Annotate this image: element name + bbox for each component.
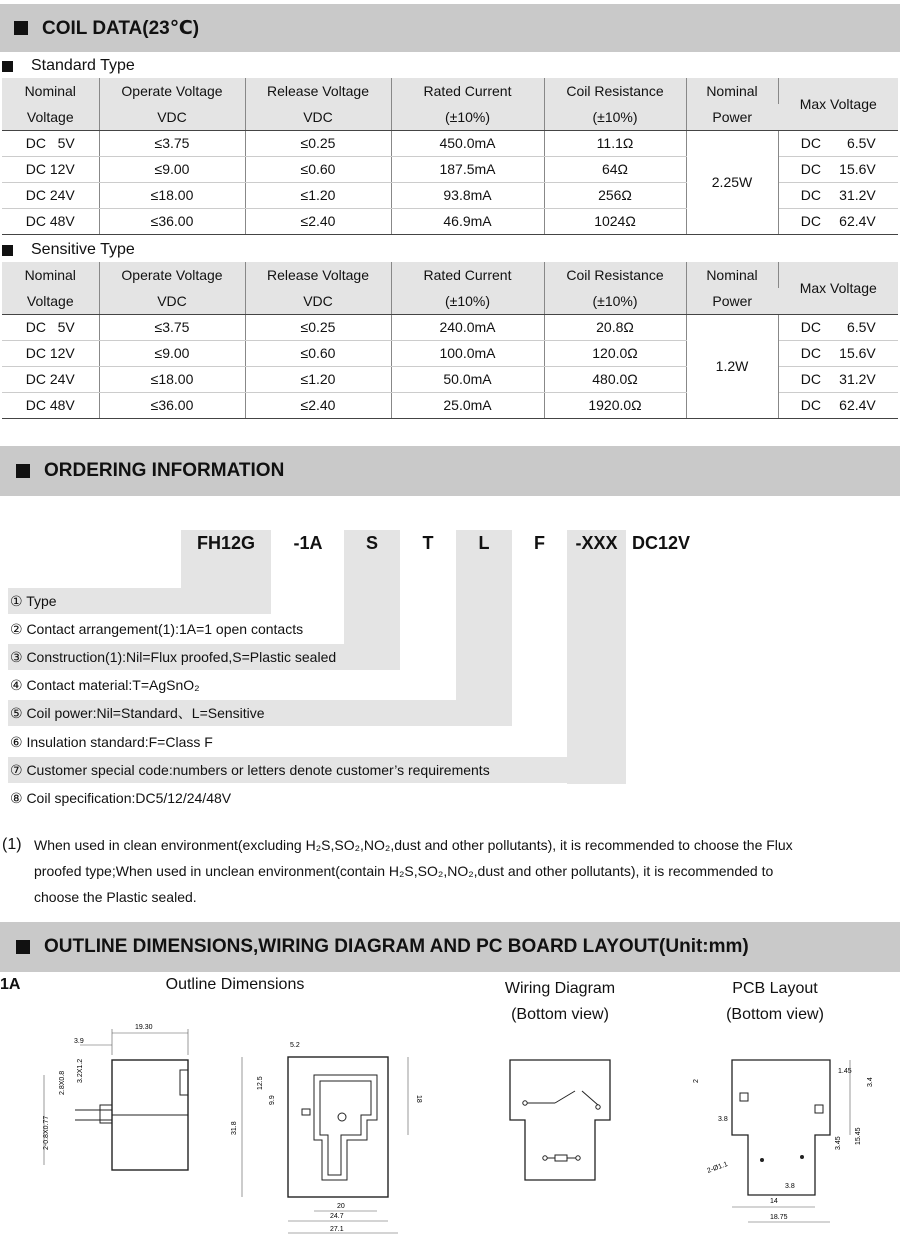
table-cell: ≤0.60	[245, 340, 391, 366]
table-cell: ≤1.20	[245, 182, 391, 208]
table-cell: 100.0mA	[391, 340, 544, 366]
code-segment: F	[534, 533, 545, 553]
header-cell: (±10%)	[544, 288, 686, 314]
table-header-row	[2, 78, 898, 104]
svg-text:27.1: 27.1	[330, 1226, 344, 1233]
header-cell: (±10%)	[391, 288, 544, 314]
svg-text:3.9: 3.9	[74, 1038, 84, 1045]
coil-data-title: COIL DATA(23℃)	[42, 17, 200, 39]
table-header-row	[2, 104, 898, 130]
note-line: proofed type;When used in unclean environment(contain H₂S,SO₂,NO₂,dust and other pollutants), it is recommended to	[34, 863, 774, 879]
note-line: When used in clean environment(excluding H₂S,SO₂,NO₂,dust and other pollutants), it is recommended to choose the Flux	[34, 837, 793, 853]
table-cell: 46.9mA	[391, 208, 544, 234]
code-column-shade	[567, 530, 626, 784]
bullet-square-icon	[16, 940, 30, 954]
table-cell: 120.0Ω	[544, 340, 686, 366]
table-cell: ≤0.60	[245, 156, 391, 182]
ordering-item: ⑧ Coil specification:DC5/12/24/48V	[10, 790, 232, 806]
bullet-square-icon	[2, 61, 13, 72]
header-cell: VDC	[99, 104, 245, 130]
header-cell: (±10%)	[391, 104, 544, 130]
ordering-item: ⑦ Customer special code:numbers or letters denote customer’s requirements	[10, 762, 490, 778]
code-segment: S	[365, 533, 378, 553]
header-cell: VDC	[245, 104, 391, 130]
table-cell: DC 15.6V	[778, 340, 898, 366]
header-cell: (±10%)	[544, 104, 686, 130]
table-cell: ≤2.40	[245, 392, 391, 418]
standard-coil-table	[2, 78, 898, 235]
header-cell: Coil Resistance	[544, 262, 686, 288]
table-header-row	[2, 288, 898, 314]
table-cell: ≤1.20	[245, 366, 391, 392]
ordering-item: ⑤ Coil power:Nil=Standard、L=Sensitive	[10, 705, 265, 721]
header-cell: Power	[686, 288, 778, 314]
header-cell: Nominal	[2, 78, 99, 104]
svg-text:19.30: 19.30	[135, 1024, 153, 1031]
table-cell: 480.0Ω	[544, 366, 686, 392]
table-cell: 25.0mA	[391, 392, 544, 418]
svg-text:9.9: 9.9	[269, 1095, 276, 1105]
table-cell: ≤9.00	[99, 156, 245, 182]
table-cell: ≤3.75	[99, 314, 245, 340]
header-cell: Coil Resistance	[544, 78, 686, 104]
svg-text:3.8: 3.8	[718, 1116, 728, 1123]
note-marker: (1)	[2, 836, 22, 853]
table-cell: 93.8mA	[391, 182, 544, 208]
side-view-drawing	[30, 1015, 200, 1185]
code-column-shade	[456, 530, 512, 726]
header-cell: Rated Current	[391, 262, 544, 288]
wiring-diagram	[500, 1055, 620, 1185]
svg-text:1.45: 1.45	[838, 1068, 852, 1075]
header-cell: Nominal	[686, 78, 778, 104]
svg-text:18.75: 18.75	[770, 1214, 788, 1221]
table-cell: DC 62.4V	[778, 392, 898, 418]
svg-text:24.7: 24.7	[330, 1213, 344, 1220]
header-cell: Max Voltage	[778, 262, 898, 314]
svg-text:2.8X0.8: 2.8X0.8	[59, 1070, 66, 1095]
pcb-layout-drawing	[690, 1045, 890, 1230]
table-cell: ≤0.25	[245, 314, 391, 340]
bottom-view-drawing	[222, 1035, 432, 1235]
code-segment: L	[478, 533, 490, 553]
outline-title: OUTLINE DIMENSIONS,WIRING DIAGRAM AND PC BOARD LAYOUT(Unit:mm)	[44, 936, 749, 957]
table-cell: DC 62.4V	[778, 208, 898, 234]
table-cell: ≤3.75	[99, 130, 245, 156]
svg-text:2-Ø1.1: 2-Ø1.1	[706, 1160, 729, 1175]
header-cell: Voltage	[2, 288, 99, 314]
ordering-title: ORDERING INFORMATION	[44, 460, 285, 481]
table-cell: ≤2.40	[245, 208, 391, 234]
svg-text:18: 18	[415, 1095, 422, 1103]
table-row	[2, 130, 898, 156]
table-cell: 20.8Ω	[544, 314, 686, 340]
table-cell: DC 48V	[2, 392, 99, 418]
bullet-square-icon	[2, 245, 13, 256]
table-cell: ≤9.00	[99, 340, 245, 366]
table-cell: DC 48V	[2, 208, 99, 234]
table-cell: DC 6.5V	[778, 130, 898, 156]
code-segment: -XXX	[575, 533, 618, 553]
ordering-item: ① Type	[10, 593, 57, 609]
table-cell: DC 12V	[2, 340, 99, 366]
table-cell: 450.0mA	[391, 130, 544, 156]
nominal-power-cell: 2.25W	[686, 130, 778, 234]
table-row	[2, 314, 898, 340]
header-cell: Power	[686, 104, 778, 130]
svg-text:15.45: 15.45	[855, 1127, 862, 1145]
svg-text:20: 20	[337, 1203, 345, 1210]
svg-text:3.8: 3.8	[785, 1183, 795, 1190]
header-cell: Release Voltage	[245, 262, 391, 288]
svg-text:2-0.8X0.77: 2-0.8X0.77	[43, 1115, 50, 1150]
svg-text:5.2: 5.2	[290, 1042, 300, 1049]
table-cell: DC 31.2V	[778, 366, 898, 392]
ordering-item: ② Contact arrangement(1):1A=1 open contacts	[10, 621, 304, 637]
table-cell: DC 12V	[2, 156, 99, 182]
wiring-diagram-label: Wiring Diagram (Bottom view)	[504, 980, 616, 1023]
table-cell: DC 31.2V	[778, 182, 898, 208]
table-cell: DC 24V	[2, 366, 99, 392]
sensitive-coil-table	[2, 262, 898, 419]
table-cell: ≤36.00	[99, 208, 245, 234]
nominal-power-cell: 1.2W	[686, 314, 778, 418]
sensitive-type-heading	[0, 240, 135, 260]
table-cell: 50.0mA	[391, 366, 544, 392]
svg-text:31.8: 31.8	[231, 1121, 238, 1135]
standard-type-heading	[0, 56, 135, 76]
svg-text:12.5: 12.5	[257, 1076, 264, 1090]
header-cell: Nominal	[686, 262, 778, 288]
header-cell: VDC	[245, 288, 391, 314]
svg-text:3.45: 3.45	[835, 1136, 842, 1150]
table-cell: 256Ω	[544, 182, 686, 208]
sensitive-type-label: Sensitive Type	[31, 241, 135, 258]
table-cell: 187.5mA	[391, 156, 544, 182]
table-header-row	[2, 262, 898, 288]
header-cell: Operate Voltage	[99, 262, 245, 288]
pcb-layout-label: PCB Layout (Bottom view)	[726, 980, 824, 1023]
table-cell: ≤18.00	[99, 182, 245, 208]
header-cell: Max Voltage	[778, 78, 898, 130]
table-cell: DC 15.6V	[778, 156, 898, 182]
header-cell: Release Voltage	[245, 78, 391, 104]
table-cell: 1024Ω	[544, 208, 686, 234]
header-cell: Rated Current	[391, 78, 544, 104]
outline-dimensions-label: Outline Dimensions	[165, 976, 305, 993]
ordering-item: ⑥ Insulation standard:F=Class F	[10, 734, 213, 750]
table-cell: DC 5V	[2, 314, 99, 340]
code-segment: DC12V	[632, 533, 691, 553]
code-segment: -1A	[293, 533, 323, 553]
note-text	[34, 832, 844, 910]
code-segment: T	[422, 533, 434, 553]
coil-data-header	[0, 4, 900, 52]
table-cell: 1920.0Ω	[544, 392, 686, 418]
header-cell: Nominal	[2, 262, 99, 288]
note-line: choose the Plastic sealed.	[34, 889, 197, 905]
table-cell: DC 6.5V	[778, 314, 898, 340]
outline-header	[0, 922, 900, 972]
table-cell: ≤18.00	[99, 366, 245, 392]
code-segment: FH12G	[196, 533, 256, 553]
svg-text:2: 2	[693, 1079, 700, 1083]
header-cell: VDC	[99, 288, 245, 314]
svg-text:3.4: 3.4	[867, 1077, 874, 1087]
ordering-header	[0, 446, 900, 496]
svg-text:14: 14	[770, 1198, 778, 1205]
table-cell: DC 5V	[2, 130, 99, 156]
table-cell: 64Ω	[544, 156, 686, 182]
header-cell: Operate Voltage	[99, 78, 245, 104]
table-cell: DC 24V	[2, 182, 99, 208]
header-cell: Voltage	[2, 104, 99, 130]
ordering-item: ④ Contact material:T=AgSnO₂	[10, 677, 200, 693]
bullet-square-icon	[14, 21, 28, 35]
table-cell: 240.0mA	[391, 314, 544, 340]
variant-label: 1A	[0, 976, 21, 993]
table-cell: ≤36.00	[99, 392, 245, 418]
ordering-item: ③ Construction(1):Nil=Flux proofed,S=Plastic sealed	[10, 649, 337, 665]
standard-type-label: Standard Type	[31, 57, 135, 74]
table-cell: 11.1Ω	[544, 130, 686, 156]
bullet-square-icon	[16, 464, 30, 478]
svg-text:3.2X1.2: 3.2X1.2	[77, 1058, 84, 1083]
table-cell: ≤0.25	[245, 130, 391, 156]
